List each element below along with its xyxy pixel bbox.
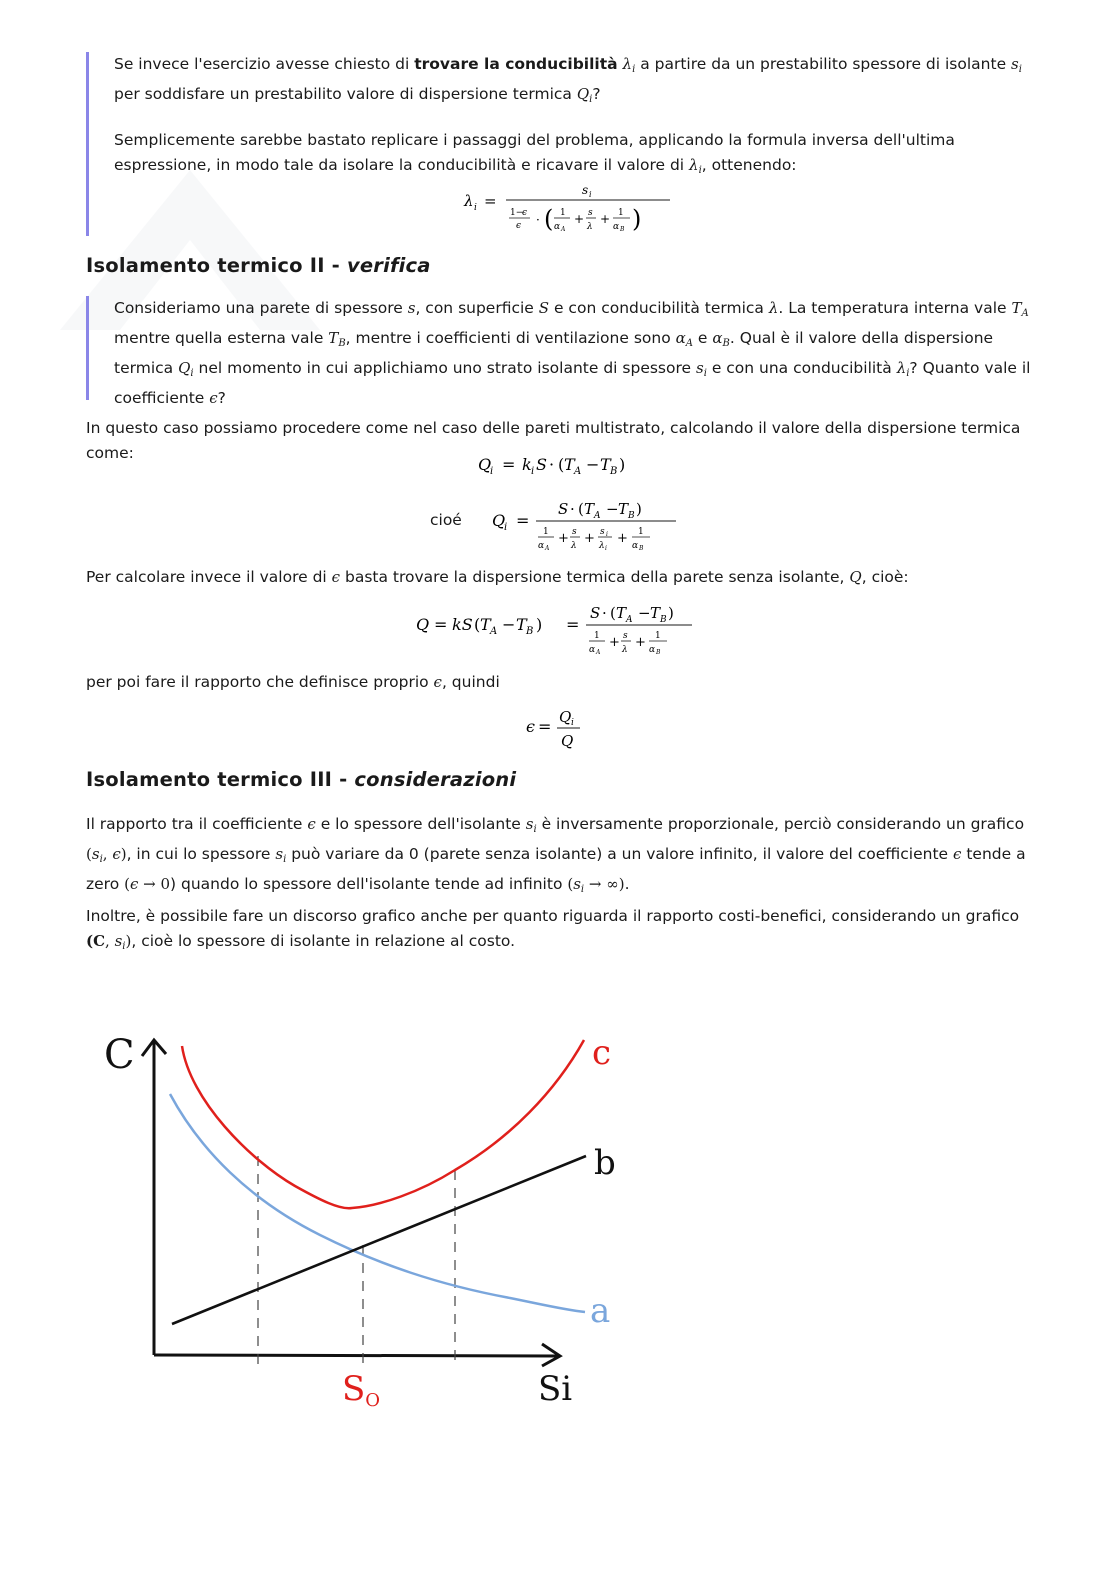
text: è inversamente proporzionale, perciò considerando un grafico: [536, 815, 1025, 833]
text: ?: [592, 85, 601, 103]
text: Semplicemente sarebbe bastato replicare i passaggi del problema, applicando la formula inversa dell'ultima espressione, in modo tale da isolare la conducibilità e ricavare il valore di: [114, 131, 955, 174]
svg-text:=: =: [434, 615, 448, 634]
text: , cioè lo spessore di isolante in relazione al costo.: [131, 932, 516, 950]
svg-text:+: +: [574, 212, 585, 226]
text: , con superficie: [415, 299, 539, 317]
svg-text:α: α: [649, 645, 656, 655]
svg-text:A: A: [490, 626, 498, 637]
heading-italic: considerazioni: [354, 768, 517, 791]
svg-text:T: T: [480, 615, 491, 634]
paragraph-rapporto-inverso: Il rapporto tra il coefficiente ϵ e lo spessore dell'isolante $s_i$ è inversamente proporzionale, perciò considerando un grafico ($s_i$, ϵ), in cui lo spessore $s_i$ può variare da 0 (parete senza isolante) a un valore infinito, il valore del coefficiente ϵ tende a zero (ϵ → 0) quando lo spessore dell'isolante tende ad infinito ($s_i$ → ∞).: [86, 815, 1026, 895]
svg-text:): ): [636, 500, 642, 518]
svg-text:B: B: [526, 626, 534, 637]
cioe-label: cioé: [430, 511, 462, 529]
svg-text:+: +: [609, 635, 620, 650]
svg-text:i: i: [504, 522, 508, 533]
svg-text:S: S: [558, 500, 569, 518]
svg-text:+: +: [635, 635, 646, 650]
svg-text:1−: 1−: [510, 208, 524, 218]
svg-text:1: 1: [655, 631, 661, 641]
svg-text:α: α: [538, 541, 545, 551]
text: Il rapporto tra il coefficiente: [86, 815, 308, 833]
svg-text:T: T: [516, 615, 527, 634]
text: . Qual è il valore della dispersione termica: [114, 329, 994, 377]
text: ) quando lo spessore dell'isolante tende ad infinito: [170, 875, 568, 893]
svg-text:α: α: [589, 645, 596, 655]
svg-text:(: (: [474, 615, 481, 634]
text: mentre quella esterna vale: [114, 329, 329, 347]
x-axis-label: Si: [538, 1369, 573, 1409]
svg-text:): ): [668, 604, 674, 622]
text: nel momento in cui applichiamo uno strato isolante di spessore: [193, 359, 696, 377]
svg-text:=: =: [502, 455, 516, 474]
svg-text:i: i: [571, 718, 574, 728]
text: , mentre i coefficienti di ventilazione sono: [345, 329, 676, 347]
quote1-paragraph-2: Semplicemente sarebbe bastato replicare i passaggi del problema, applicando la formula inversa dell'ultima espressione, in modo tale da isolare la conducibilità e ricavare il valore di $\lambda_i$, ottenendo:: [114, 131, 955, 176]
svg-text:(: (: [578, 500, 584, 518]
optimum-label: [342, 1369, 380, 1411]
svg-text:A: A: [626, 615, 633, 625]
text: e con una conducibilità: [706, 359, 897, 377]
svg-text:i: i: [474, 203, 477, 213]
paragraph-multistrato: In questo caso possiamo procedere come nel caso delle pareti multistrato, calcolando il valore della dispersione termica come:: [86, 419, 1021, 462]
paragraph-costi-benefici: Inoltre, è possibile fare un discorso grafico anche per quanto riguarda il rapporto costi-benefici, considerando un grafico (C, $s_i$), cioè lo spessore di isolante in relazione al costo.: [86, 907, 1020, 952]
svg-text:Q: Q: [561, 732, 574, 750]
text: a partire da un prestabilito spessore di isolante: [635, 55, 1012, 73]
svg-text:−: −: [638, 604, 651, 622]
text: tende a zero: [86, 845, 1026, 893]
svg-text:·: ·: [602, 604, 607, 622]
formula-epsilon: [524, 704, 594, 752]
svg-text:·: ·: [570, 500, 575, 518]
svg-text:+: +: [600, 212, 611, 226]
svg-text:λ: λ: [571, 541, 577, 551]
svg-text:1: 1: [560, 208, 566, 218]
svg-text:i: i: [605, 545, 607, 552]
paragraph-rapporto: per poi fare il rapporto che definisce proprio ϵ, quindi: [86, 673, 500, 691]
text: .: [624, 875, 630, 893]
text: , in cui lo spessore: [126, 845, 276, 863]
text: ? Quanto vale il coefficiente: [114, 359, 1031, 407]
svg-text:T: T: [564, 455, 575, 474]
cost-thickness-sketch: [90, 1020, 650, 1420]
svg-text:=: =: [538, 717, 552, 736]
svg-text:i: i: [606, 531, 608, 538]
line-b-label: b: [594, 1143, 616, 1183]
text: per soddisfare un prestabilito valore di dispersione termica: [114, 85, 577, 103]
svg-text:λ: λ: [464, 192, 474, 210]
svg-text:S: S: [590, 604, 601, 622]
curve-a-label: a: [590, 1291, 611, 1331]
bold-text: trovare la conducibilità: [414, 55, 618, 73]
x-axis: [154, 1355, 558, 1356]
svg-text:A: A: [594, 511, 601, 521]
svg-text:T: T: [650, 604, 661, 622]
svg-text:T: T: [616, 604, 627, 622]
svg-text:B: B: [620, 226, 625, 233]
quote2-paragraph: Consideriamo una parete di spessore s, con superficie S e con conducibilità termica λ. La temperatura interna vale $T_A$ mentre quella esterna vale $T_B$, mentre i coefficienti di ventilazione sono $\alpha_A$ e $\alpha_B$. Qual è il valore della dispersione termica $Q_i$ nel momento in cui applichiamo uno strato isolante di spessore $s_i$ e con una conducibilità $\lambda_i$? Quanto vale il coefficiente ϵ?: [114, 299, 1031, 407]
svg-text:·: ·: [536, 213, 540, 227]
svg-text:k: k: [522, 455, 532, 474]
line-b: [172, 1156, 586, 1324]
svg-text:S: S: [536, 455, 547, 474]
svg-text:Q: Q: [559, 708, 572, 726]
formula-q: [414, 598, 704, 658]
svg-text:T: T: [618, 500, 629, 518]
formula-lambda-i: [460, 178, 690, 240]
y-axis-label: C: [104, 1032, 135, 1078]
svg-text:ϵ: ϵ: [522, 208, 528, 218]
svg-text:−: −: [586, 455, 600, 474]
text: e: [693, 329, 713, 347]
text: , quindi: [441, 673, 500, 691]
formula-qi-product: [476, 450, 646, 478]
text: , ottenendo:: [701, 156, 797, 174]
svg-text:ϵ: ϵ: [516, 221, 522, 231]
svg-text:): ): [632, 205, 642, 233]
svg-text:1: 1: [594, 631, 600, 641]
svg-text:=: =: [484, 192, 497, 210]
svg-text:α: α: [554, 222, 561, 232]
svg-text:A: A: [561, 226, 566, 233]
quote1-paragraph-1: Se invece l'esercizio avesse chiesto di trovare la conducibilità $\lambda_i$ a partire da un prestabilito spessore di isolante $s_i$ per soddisfare un prestabilito valore di dispersione termica $Q_i$?: [114, 55, 1022, 105]
svg-text:i: i: [531, 466, 535, 477]
formula-qi-fraction: [490, 494, 690, 554]
svg-text:A: A: [596, 649, 601, 656]
svg-text:+: +: [617, 531, 628, 546]
svg-text:): ): [619, 455, 626, 474]
heading-italic: verifica: [346, 254, 431, 277]
svg-text:λ: λ: [599, 541, 605, 551]
text: ?: [217, 389, 226, 407]
svg-text:s: s: [582, 183, 589, 197]
svg-text:A: A: [545, 545, 550, 552]
svg-text:i: i: [589, 190, 592, 199]
heading-text: Isolamento termico III -: [86, 768, 355, 791]
optimum-label-main: S: [342, 1369, 366, 1409]
svg-text:s: s: [623, 631, 628, 641]
svg-text:B: B: [656, 649, 661, 656]
svg-text:T: T: [584, 500, 595, 518]
svg-text:i: i: [490, 466, 494, 477]
svg-text:(: (: [544, 205, 554, 233]
svg-text:=: =: [566, 615, 580, 634]
svg-text:λ: λ: [622, 645, 628, 655]
svg-text:): ): [536, 615, 543, 634]
svg-text:1: 1: [543, 527, 549, 537]
curve-c-label: c: [592, 1033, 612, 1073]
svg-text:+: +: [558, 531, 569, 546]
svg-text:−: −: [502, 615, 516, 634]
svg-text:1: 1: [638, 527, 644, 537]
heading-considerazioni: [86, 768, 516, 791]
text: basta trovare la dispersione termica della parete senza isolante,: [340, 568, 850, 586]
text: per poi fare il rapporto che definisce proprio: [86, 673, 434, 691]
svg-text:Q: Q: [478, 455, 492, 474]
svg-text:(: (: [610, 604, 616, 622]
svg-text:α: α: [613, 222, 620, 232]
optimum-label-sub: O: [365, 1390, 381, 1411]
svg-text:s: s: [600, 527, 605, 537]
text: . La temperatura interna vale: [778, 299, 1012, 317]
heading-verifica: [86, 254, 431, 277]
text: e lo spessore dell'isolante: [315, 815, 526, 833]
svg-text:+: +: [584, 531, 595, 546]
svg-text:ϵ: ϵ: [526, 717, 535, 736]
text: e con conducibilità termica: [549, 299, 769, 317]
text: Consideriamo una parete di spessore: [114, 299, 408, 317]
paragraph-epsilon: Per calcolare invece il valore di ϵ basta trovare la dispersione termica della parete senza isolante, Q, cioè:: [86, 568, 909, 586]
svg-text:·: ·: [549, 455, 555, 474]
svg-text:s: s: [572, 527, 577, 537]
svg-text:B: B: [639, 545, 644, 552]
svg-text:A: A: [574, 466, 582, 477]
svg-text:(: (: [558, 455, 565, 474]
svg-text:Q: Q: [492, 511, 506, 530]
svg-text:B: B: [610, 466, 618, 477]
svg-text:B: B: [628, 511, 635, 521]
text: , cioè:: [861, 568, 909, 586]
heading-text: Isolamento termico II -: [86, 254, 347, 277]
svg-text:λ: λ: [587, 222, 593, 232]
text: Per calcolare invece il valore di: [86, 568, 332, 586]
text: Inoltre, è possibile fare un discorso grafico anche per quanto riguarda il rapporto costi-benefici, considerando un grafico: [86, 907, 1020, 925]
svg-text:kS: kS: [452, 615, 473, 634]
text: Se invece l'esercizio avesse chiesto di: [114, 55, 415, 73]
svg-text:B: B: [660, 615, 667, 625]
svg-text:−: −: [606, 500, 619, 518]
svg-text:=: =: [516, 511, 530, 530]
svg-text:s: s: [588, 208, 593, 218]
svg-text:T: T: [600, 455, 611, 474]
svg-text:α: α: [632, 541, 639, 551]
svg-text:Q: Q: [416, 615, 430, 634]
blockquote-verifica: [86, 296, 1036, 407]
text: può variare da 0 (parete senza isolante) a un valore infinito, il valore del coefficiente: [286, 845, 954, 863]
svg-text:1: 1: [618, 208, 624, 218]
